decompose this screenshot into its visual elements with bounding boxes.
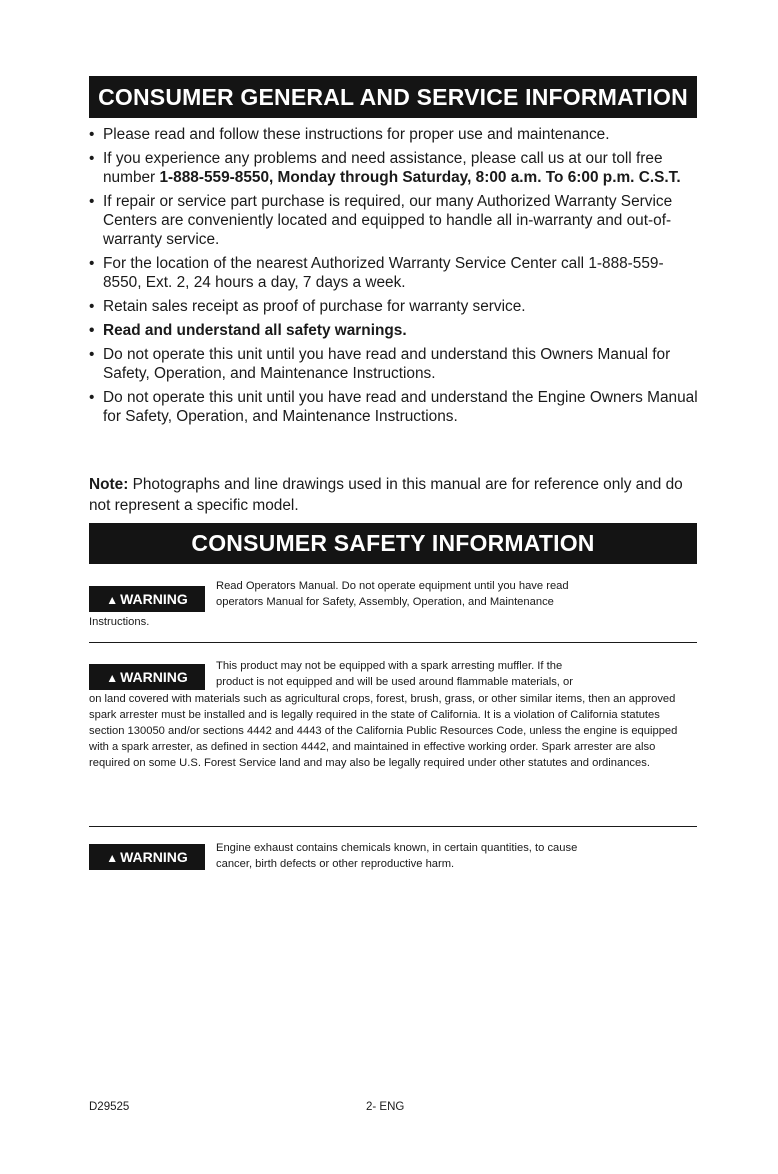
warning-3-line-2: cancer, birth defects or other reproductive harm. <box>216 858 455 870</box>
note-paragraph <box>89 474 701 516</box>
warning-2-line-1: This product may not be equipped with a spark arresting muffler. If the <box>216 660 563 672</box>
list-item <box>89 149 701 187</box>
toll-free-number: 1-888-559-8550, Monday through Saturday, 8:00 a.m. To 6:00 p.m. C.S.T. <box>159 169 681 186</box>
warning-2-text <box>216 658 697 690</box>
list-item: • If repair or service part purchase is required, our many Authorized Warranty Service Centers are conveniently located and equipped to handle all in-warranty and out-of-warranty service. <box>89 192 701 249</box>
note-text: Photographs and line drawings used in this manual are for reference only and do not represent a specific model. <box>89 476 683 514</box>
page-number: 2- ENG <box>366 1101 405 1113</box>
warning-badge <box>89 586 205 612</box>
warning-block-2 <box>89 658 697 818</box>
warning-1-line-2: operators Manual for Safety, Assembly, Operation, and Maintenance <box>216 596 554 608</box>
warning-block-3 <box>89 840 697 880</box>
warning-badge <box>89 844 205 870</box>
list-item: • For the location of the nearest Authorized Warranty Service Center call 1-888-559-8550, Ext. 2, 24 hours a day, 7 days a week. <box>89 254 701 292</box>
warning-badge-label: WARNING <box>120 669 188 685</box>
warning-badge-label: WARNING <box>120 591 188 607</box>
warning-triangle-icon: ▲ <box>106 593 119 607</box>
document-number: D29525 <box>89 1101 130 1113</box>
divider <box>89 642 697 643</box>
warning-block-1 <box>89 578 697 634</box>
toll-free-text: If you experience any problems and need assistance, please call us at our toll free number <box>103 150 663 186</box>
divider <box>89 826 697 827</box>
warning-triangle-icon: ▲ <box>106 851 119 865</box>
list-item: • Do not operate this unit until you have read and understand this Owners Manual for Safety, Operation, and Maintenance Instructions. <box>89 345 701 383</box>
warning-2-line-2: product is not equipped and will be used around flammable materials, or <box>216 676 573 688</box>
list-item: • Please read and follow these instructions for proper use and maintenance. <box>89 125 701 144</box>
warning-3-text <box>216 840 697 872</box>
warning-2-continued: on land covered with materials such as agricultural crops, forest, brush, grass, or other similar items, then an approved spark arrester must be installed and is legally required in the state of California. It is a violation of California statutes section 130050 and/or sections 4442 and 4443 of the California Public Resources Code, unless the engine is equipped with a spark arrester, as defined in section 4442, and maintained in effective working order. Spark arrester are also required on some U.S. Forest Service land and may also be legally required under other statutes and ordinances. <box>89 693 678 769</box>
warning-1-line-1: Read Operators Manual. Do not operate equipment until you have read <box>216 580 569 592</box>
warning-badge-label: WARNING <box>120 849 188 865</box>
list-item: • Retain sales receipt as proof of purchase for warranty service. <box>89 297 701 316</box>
list-item: • Read and understand all safety warnings. <box>89 321 701 340</box>
warning-badge <box>89 664 205 690</box>
warning-1-continued: Instructions. <box>89 616 150 628</box>
warning-1-text <box>216 578 697 610</box>
warning-triangle-icon: ▲ <box>106 671 119 685</box>
warning-3-line-1: Engine exhaust contains chemicals known, in certain quantities, to cause <box>216 842 578 854</box>
note-label: Note: <box>89 476 129 493</box>
safety-info-heading: CONSUMER SAFETY INFORMATION <box>89 523 697 564</box>
list-item: • Do not operate this unit until you have read and understand the Engine Owners Manual for Safety, Operation, and Maintenance Instructions. <box>89 388 701 426</box>
general-info-list <box>89 120 701 426</box>
general-info-heading: CONSUMER GENERAL AND SERVICE INFORMATION <box>89 76 697 118</box>
